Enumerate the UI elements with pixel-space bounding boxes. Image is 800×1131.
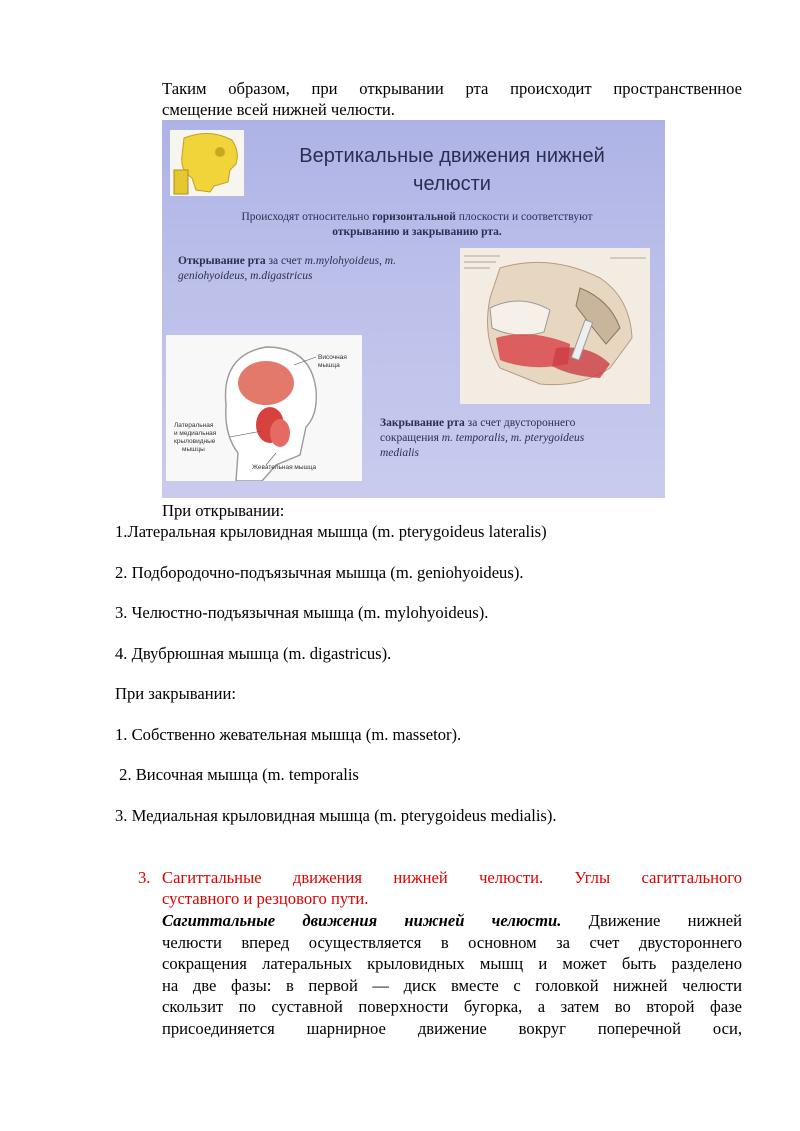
label-lateral-4: мышцы (182, 446, 205, 453)
section-3-para-line-2: челюсти вперед осуществляется в основном за счет двустороннего (162, 933, 742, 952)
section-3-number: 3. (138, 868, 151, 887)
section-3-para-line-5: скользит по суставной поверхности бугорка, а затем во второй фазе (162, 997, 742, 1016)
label-masseter: Жевательная мышца (252, 464, 317, 471)
label-temporal-2: мышца (318, 362, 340, 369)
opening-item-3: 3. Челюстно-подъязычная мышца (m. mylohyoideus). (115, 603, 489, 622)
section-3-heading-line-2: суставного и резцового пути. (162, 889, 369, 908)
closing-item-1: 1. Собственно жевательная мышца (m. massetor). (115, 725, 462, 744)
intro-line-1: Таким образом, при открывании рта происходит пространственное (162, 79, 742, 98)
jaw-muscles-illustration (460, 248, 650, 404)
closing-heading: При закрывании: (115, 684, 236, 703)
label-lateral-1: Латеральная (174, 422, 214, 429)
opening-item-4: 4. Двубрюшная мышца (m. digastricus). (115, 644, 392, 663)
opening-heading: При открывании: (162, 501, 285, 520)
section-3-para-line-3: сокращения латеральных крыловидных мышц и может быть разделено (162, 954, 742, 973)
opening-item-2: 2. Подбородочно-подъязычная мышца (m. geniohyoideus). (115, 563, 524, 582)
closing-item-3: 3. Медиальная крыловидная мышца (m. pterygoideus medialis). (115, 806, 557, 825)
label-temporal-1: Височная (318, 354, 347, 361)
intro-line-2: смещение всей нижней челюсти. (162, 100, 395, 119)
section-3-para-line-4: на две фазы: в первой — диск вместе с головкой нижней челюсти (162, 976, 742, 995)
slide-subtitle: Происходят относительно горизонтальной плоскости и соответствуют открыванию и закрыванию рта. (241, 211, 593, 238)
slide-closing-text: Закрывание рта за счет двустороннего сокращения m. temporalis, m. pterygoideus medialis (380, 417, 585, 459)
label-lateral-2: и медиальная (174, 430, 217, 437)
opening-item-1: 1.Латеральная крыловидная мышца (m. pterygoideus lateralis) (115, 522, 547, 541)
head-muscles-illustration (166, 335, 362, 481)
slide-image (162, 120, 665, 498)
slide-opening-text: Открывание рта за счет m.mylohyoideus, m. geniohyoideus, m.digastricus (178, 255, 396, 282)
section-3-heading-line-1: Сагиттальные движения нижней челюсти. Углы сагиттального (162, 868, 742, 887)
section-3-para-line-1: Сагиттальные движения нижней челюсти. Движение нижней (162, 911, 742, 930)
skull-thumbnail (170, 130, 244, 196)
closing-item-2: 2. Височная мышца (m. temporalis (115, 765, 359, 784)
slide-title: Вертикальные движения нижней челюсти (299, 145, 605, 195)
section-3-para-line-6: присоединяется шарнирное движение вокруг поперечной оси, (162, 1019, 742, 1038)
label-lateral-3: крыловидные (174, 438, 216, 445)
